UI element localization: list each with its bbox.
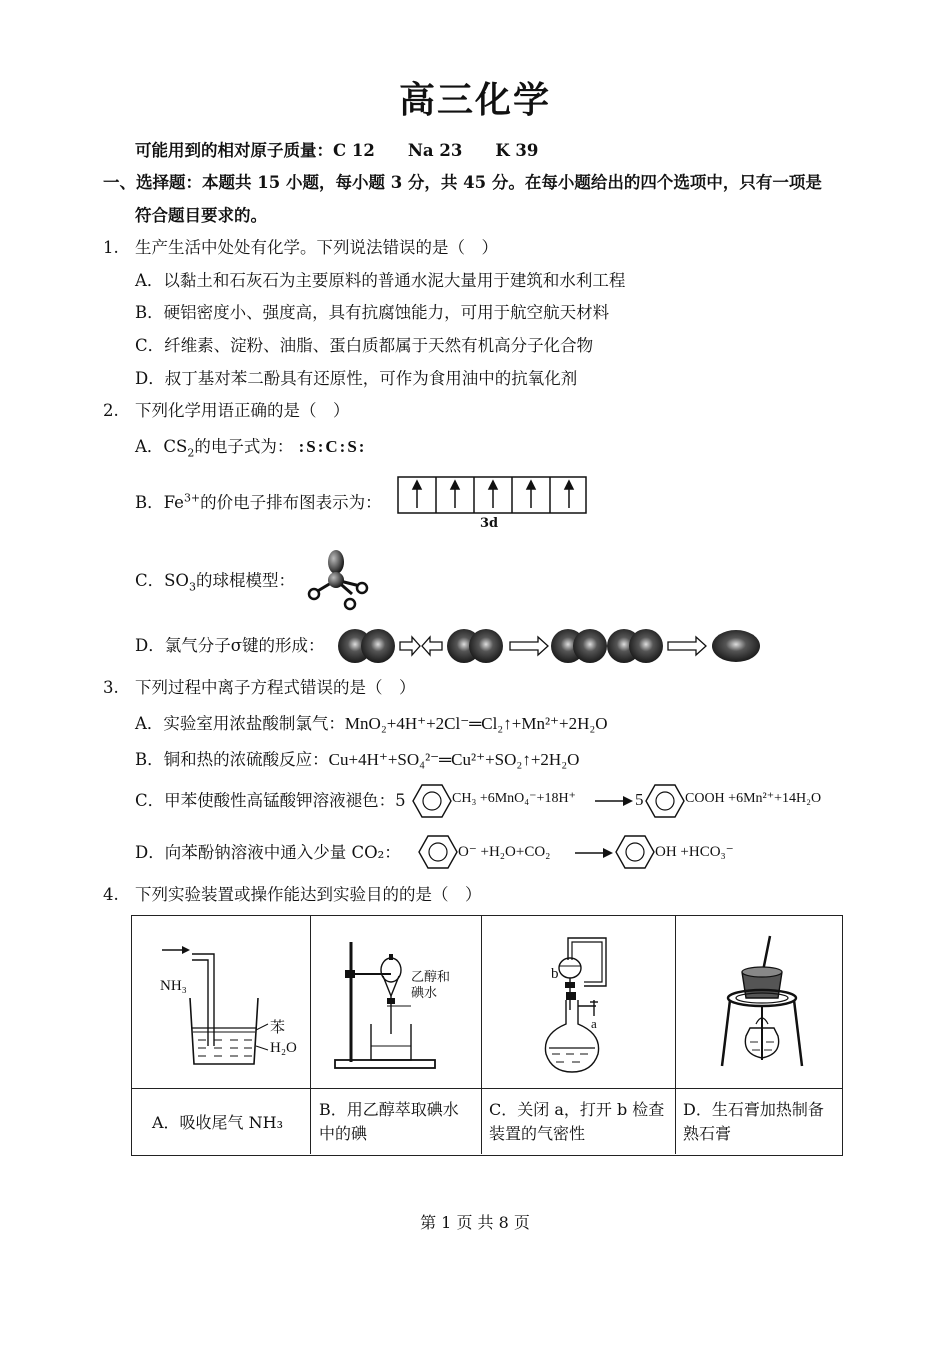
option-c-suffix: 的球棍模型： <box>195 571 295 590</box>
question-1-option-b[interactable]: B．硬铝密度小、强度高，具有抗腐蚀能力，可用于航空航天材料 <box>135 303 610 322</box>
question-1-stem: 生产生活中处处有化学。下列说法错误的是（ ） <box>135 238 498 257</box>
question-1-option-c[interactable]: C．纤维素、淀粉、油脂、蛋白质都属于天然有机高分子化合物 <box>135 336 594 355</box>
experiment-table <box>131 915 843 1156</box>
option-d-eq-left: O⁻ +H₂O+CO₂ <box>458 844 551 860</box>
page-footer: 第 1 页 共 8 页 <box>420 1213 530 1232</box>
ethanol-iodine-label-1: 乙醇和 <box>411 970 451 985</box>
benzene-ring-icon <box>645 783 685 819</box>
option-c-eq-right: COOH +6Mn²⁺+14H₂O <box>685 791 822 806</box>
benzene-ring-icon <box>418 834 458 870</box>
question-1-option-a[interactable]: A．以黏土和石灰石为主要原料的普通水泥大量用于建筑和水利工程 <box>135 271 626 290</box>
reaction-arrow-icon <box>595 794 635 808</box>
so3-ball-stick-model <box>302 548 370 614</box>
atomic-mass-note: 可能用到的相对原子质量：C 12 Na 23 K 39 <box>135 141 539 160</box>
question-2-stem: 下列化学用语正确的是（ ） <box>135 401 350 420</box>
ethanol-iodine-label-2: 碘水 <box>411 986 438 1001</box>
option-c-text: C．甲苯使酸性高锰酸钾溶液褪色：5 <box>135 791 406 810</box>
table-divider <box>132 1088 842 1089</box>
valve-a-label: a <box>591 1016 597 1031</box>
option-a-text: A．实验室用浓盐酸制氯气： <box>135 714 345 733</box>
option-c-eq-coef: 5 <box>635 790 644 809</box>
caption-c: C．关闭 a，打开 b 检查装置的气密性 <box>489 1100 665 1143</box>
benzene-label: 苯 <box>270 1018 286 1036</box>
section-heading-cont: 符合题目要求的。 <box>135 206 267 225</box>
question-3-option-c[interactable] <box>135 790 406 812</box>
question-3-option-d[interactable] <box>135 842 401 864</box>
caption-b: B．用乙醇萃取碘水中的碘 <box>319 1100 459 1143</box>
question-2-option-b[interactable] <box>135 492 382 514</box>
option-a-prefix: A．CS <box>135 437 188 456</box>
option-a-suffix: 的电子式为： <box>194 437 294 456</box>
cs2-electron-formula: :S:C:S: <box>298 437 367 456</box>
option-b-sup: 3+ <box>183 491 201 505</box>
question-3-stem: 下列过程中离子方程式错误的是（ ） <box>135 678 416 697</box>
orbital-diagram <box>397 476 589 516</box>
reaction-arrow-icon <box>575 846 615 860</box>
option-a-equation: MnO₂+4H⁺+2Cl⁻═Cl₂↑+Mn²⁺+2H₂O <box>344 714 608 733</box>
option-c-prefix: C．SO <box>135 571 189 590</box>
airtightness-check-apparatus <box>532 930 642 1080</box>
gypsum-heating-apparatus <box>712 932 812 1072</box>
question-2-number: 2. <box>103 401 119 420</box>
water-label: H₂O <box>270 1040 297 1056</box>
option-b-text: B．铜和热的浓硫酸反应： <box>135 750 329 769</box>
question-2-option-c[interactable] <box>135 570 295 592</box>
caption-d: D．生石膏加热制备熟石膏 <box>683 1100 824 1143</box>
option-b-prefix: B．Fe <box>135 493 184 512</box>
nh3-label: NH₃ <box>160 978 187 994</box>
sigma-bond-formation-diagram <box>338 622 763 670</box>
question-1-number: 1. <box>103 238 119 257</box>
question-1-option-d[interactable]: D．叔丁基对苯二酚具有还原性，可作为食用油中的抗氧化剂 <box>135 369 578 388</box>
caption-a: A．吸收尾气 NH₃ <box>152 1113 284 1132</box>
question-3-option-a[interactable] <box>135 713 608 735</box>
option-b-equation: Cu+4H⁺+SO₄²⁻═Cu²⁺+SO₂↑+2H₂O <box>328 750 580 769</box>
option-d-eq-right: OH +HCO₃⁻ <box>655 844 734 860</box>
section-heading: 一、选择题：本题共 15 小题，每小题 3 分，共 45 分。在每小题给出的四个选项中，只有一项是 <box>103 173 822 192</box>
question-4-stem: 下列实验装置或操作能达到实验目的的是（ ） <box>135 885 482 904</box>
question-2-option-d[interactable]: D．氯气分子σ键的形成： <box>135 636 325 655</box>
page-title: 高三化学 <box>398 80 551 121</box>
option-d-text: D．向苯酚钠溶液中通入少量 CO₂： <box>135 843 401 862</box>
option-a-sub: 2 <box>187 446 195 460</box>
question-3-number: 3. <box>103 678 119 697</box>
benzene-ring-icon <box>615 834 655 870</box>
separatory-funnel-apparatus <box>331 934 461 1074</box>
option-c-sub: 3 <box>188 580 196 594</box>
option-c-eq-left: CH₃ +6MnO₄⁻+18H⁺ <box>452 791 576 806</box>
orbital-label: 3d <box>480 516 499 531</box>
question-4-number: 4. <box>103 885 119 904</box>
benzene-ring-icon <box>412 783 452 819</box>
valve-b-label: b <box>551 966 559 982</box>
question-3-option-b[interactable] <box>135 749 579 771</box>
question-2-option-a[interactable] <box>135 436 366 458</box>
option-b-suffix: 的价电子排布图表示为： <box>200 493 382 512</box>
